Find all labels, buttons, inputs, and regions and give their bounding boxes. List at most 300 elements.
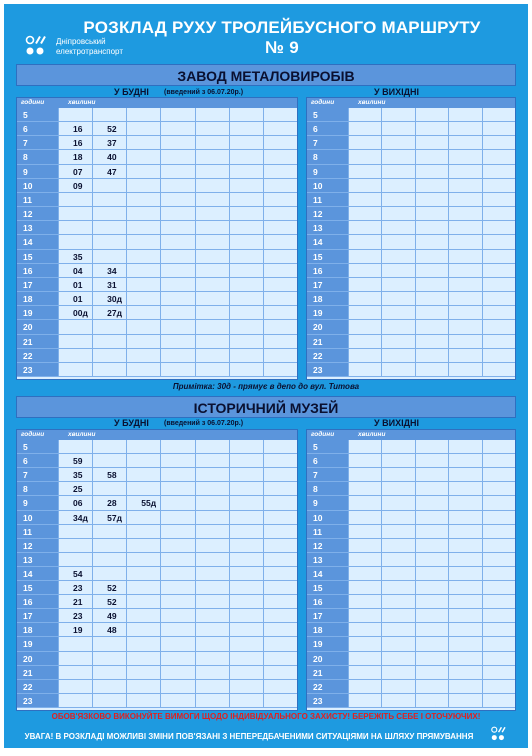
table-row: [17, 108, 297, 122]
minute-cell: [448, 553, 481, 567]
minute-cell: [448, 235, 481, 249]
minute-cell: [448, 440, 481, 454]
table-row: [307, 539, 515, 553]
minute-cell: [92, 637, 126, 651]
hours-header: години: [311, 431, 335, 438]
hour-cell: 12: [307, 539, 348, 553]
minute-cell: [126, 136, 160, 150]
hour-cell: 6: [17, 122, 58, 136]
table-row: [307, 264, 515, 278]
minute-cell: [160, 482, 194, 496]
minute-cell: [482, 165, 515, 179]
minute-cell: 07: [58, 165, 92, 179]
minute-cell: [195, 207, 229, 221]
minute-cell: [160, 539, 194, 553]
minute-cell: [415, 108, 448, 122]
minute-cell: [126, 292, 160, 306]
minute-cell: [263, 165, 297, 179]
table-row: [17, 567, 297, 581]
minute-cell: [348, 193, 381, 207]
minute-cell: [448, 652, 481, 666]
minute-cell: [482, 150, 515, 164]
minute-cell: [229, 595, 263, 609]
hour-cell: 14: [17, 567, 58, 581]
minute-cell: [195, 652, 229, 666]
hour-cell: 12: [17, 207, 58, 221]
table-row: [307, 363, 515, 377]
minute-cell: [381, 264, 414, 278]
table-row: [17, 122, 297, 136]
hour-cell: 20: [17, 652, 58, 666]
minute-cell: [348, 482, 381, 496]
minute-cell: 37: [92, 136, 126, 150]
table-row: [17, 335, 297, 349]
minute-cell: [229, 694, 263, 708]
minute-cell: [126, 539, 160, 553]
minute-cell: [58, 539, 92, 553]
hour-cell: 20: [307, 320, 348, 334]
column-header: [17, 430, 297, 440]
minute-cell: [229, 292, 263, 306]
minute-cell: [58, 440, 92, 454]
minute-cell: [448, 179, 481, 193]
hour-cell: 23: [307, 694, 348, 708]
minute-cell: 06: [58, 496, 92, 510]
minute-cell: [229, 193, 263, 207]
table-row: [17, 179, 297, 193]
table-row: [17, 221, 297, 235]
minute-cell: [229, 553, 263, 567]
minute-cell: [415, 292, 448, 306]
minute-cell: [195, 235, 229, 249]
minute-cell: [229, 666, 263, 680]
minute-cell: [482, 264, 515, 278]
minute-cell: [482, 250, 515, 264]
hour-cell: 5: [307, 440, 348, 454]
hour-cell: 20: [17, 320, 58, 334]
minute-cell: [126, 349, 160, 363]
minute-cell: [482, 553, 515, 567]
table-row: [17, 666, 297, 680]
hour-cell: 21: [307, 335, 348, 349]
minute-cell: [381, 468, 414, 482]
minute-cell: [126, 363, 160, 377]
minute-cell: [126, 179, 160, 193]
hours-header: години: [21, 99, 45, 106]
table-row: [307, 207, 515, 221]
minute-cell: [195, 136, 229, 150]
minutes-header: хвилини: [68, 99, 96, 106]
minute-cell: [126, 511, 160, 525]
minute-cell: [160, 694, 194, 708]
minute-cell: 40: [92, 150, 126, 164]
minute-cell: [448, 306, 481, 320]
minute-cell: [348, 440, 381, 454]
minute-cell: [160, 496, 194, 510]
minute-cell: [348, 136, 381, 150]
minute-cell: [92, 349, 126, 363]
minute-cell: 04: [58, 264, 92, 278]
note-1: Примітка: 30д - прямує в депо до вул. Титова: [172, 382, 360, 391]
minute-cell: [482, 440, 515, 454]
logo-text-line1: Дніпровський: [56, 37, 106, 46]
minute-cell: [263, 595, 297, 609]
minute-cell: 27д: [92, 306, 126, 320]
minute-cell: [126, 335, 160, 349]
minute-cell: [415, 694, 448, 708]
minute-cell: [229, 122, 263, 136]
minute-cell: [448, 207, 481, 221]
table-row: [307, 666, 515, 680]
minute-cell: [92, 193, 126, 207]
minute-cell: [448, 136, 481, 150]
minute-cell: [482, 623, 515, 637]
minute-cell: [263, 179, 297, 193]
table-row: [17, 539, 297, 553]
minute-cell: [448, 637, 481, 651]
minute-cell: [381, 108, 414, 122]
minute-cell: [415, 335, 448, 349]
minute-cell: [229, 235, 263, 249]
minute-cell: [92, 567, 126, 581]
minute-cell: 31: [92, 278, 126, 292]
minute-cell: [195, 221, 229, 235]
section-title-2: ІСТОРИЧНИЙ МУЗЕЙ: [16, 396, 516, 418]
minute-cell: 54: [58, 567, 92, 581]
minute-cell: [160, 250, 194, 264]
table-row: [307, 595, 515, 609]
minute-cell: [126, 122, 160, 136]
hour-cell: 15: [17, 250, 58, 264]
hour-cell: 11: [17, 193, 58, 207]
minute-cell: [126, 440, 160, 454]
weekday-label-2: У БУДНІ: [114, 418, 149, 428]
minute-cell: [58, 207, 92, 221]
minute-cell: 52: [92, 122, 126, 136]
minute-cell: [160, 264, 194, 278]
minute-cell: [229, 623, 263, 637]
hour-cell: 19: [17, 637, 58, 651]
minute-cell: 16: [58, 122, 92, 136]
table-row: [17, 553, 297, 567]
minute-cell: [381, 306, 414, 320]
minute-cell: [482, 468, 515, 482]
minute-cell: [381, 235, 414, 249]
minute-cell: [58, 221, 92, 235]
minute-cell: [126, 694, 160, 708]
minute-cell: [92, 666, 126, 680]
hour-cell: 6: [17, 454, 58, 468]
minute-cell: 00д: [58, 306, 92, 320]
hour-cell: 19: [307, 637, 348, 651]
minute-cell: [415, 363, 448, 377]
minute-cell: 01: [58, 292, 92, 306]
minute-cell: [263, 264, 297, 278]
minute-cell: [482, 539, 515, 553]
minute-cell: [160, 335, 194, 349]
minute-cell: [263, 221, 297, 235]
minute-cell: [92, 335, 126, 349]
hour-cell: 17: [307, 609, 348, 623]
minute-cell: [381, 539, 414, 553]
minute-cell: [482, 680, 515, 694]
minute-cell: [195, 666, 229, 680]
table-row: [307, 553, 515, 567]
minute-cell: [263, 136, 297, 150]
minute-cell: [195, 440, 229, 454]
minute-cell: [195, 637, 229, 651]
minute-cell: 28: [92, 496, 126, 510]
hour-cell: 19: [17, 306, 58, 320]
hour-cell: 22: [17, 349, 58, 363]
table-row: [307, 179, 515, 193]
minute-cell: [448, 122, 481, 136]
minute-cell: [381, 122, 414, 136]
hour-cell: 8: [17, 150, 58, 164]
minute-cell: [348, 122, 381, 136]
minute-cell: [482, 335, 515, 349]
minute-cell: [126, 193, 160, 207]
minute-cell: [482, 122, 515, 136]
minute-cell: [448, 349, 481, 363]
minute-cell: [415, 278, 448, 292]
minute-cell: [126, 680, 160, 694]
minute-cell: [348, 108, 381, 122]
minute-cell: [415, 179, 448, 193]
minute-cell: [126, 150, 160, 164]
minute-cell: [381, 553, 414, 567]
minute-cell: [160, 595, 194, 609]
minute-cell: [160, 680, 194, 694]
minute-cell: [381, 652, 414, 666]
table-row: [307, 637, 515, 651]
minute-cell: [482, 193, 515, 207]
table-row: [17, 320, 297, 334]
hour-cell: 6: [307, 122, 348, 136]
minute-cell: 47: [92, 165, 126, 179]
minute-cell: [126, 250, 160, 264]
minute-cell: [126, 306, 160, 320]
minute-cell: [58, 652, 92, 666]
table-row: [17, 278, 297, 292]
hour-cell: 6: [307, 454, 348, 468]
timetable-page: [4, 4, 528, 748]
table-row: [307, 306, 515, 320]
table-row: [307, 165, 515, 179]
minute-cell: [263, 306, 297, 320]
minute-cell: [263, 292, 297, 306]
minute-cell: [126, 482, 160, 496]
minute-cell: [448, 278, 481, 292]
page-title: РОЗКЛАД РУХУ ТРОЛЕЙБУСНОГО МАРШРУТУ № 9: [83, 18, 481, 57]
minute-cell: [415, 320, 448, 334]
minute-cell: [348, 496, 381, 510]
minute-cell: [482, 581, 515, 595]
minute-cell: [58, 553, 92, 567]
minute-cell: [448, 454, 481, 468]
minute-cell: 35: [58, 250, 92, 264]
hour-cell: 17: [17, 278, 58, 292]
minute-cell: [381, 179, 414, 193]
minute-cell: [448, 595, 481, 609]
hour-cell: 15: [17, 581, 58, 595]
table-row: [307, 150, 515, 164]
minute-cell: [92, 553, 126, 567]
minute-cell: [381, 221, 414, 235]
minute-cell: [448, 496, 481, 510]
minute-cell: [92, 680, 126, 694]
minute-cell: [448, 680, 481, 694]
minute-cell: [348, 250, 381, 264]
minute-cell: [348, 595, 381, 609]
minute-cell: [229, 511, 263, 525]
minute-cell: [160, 468, 194, 482]
minute-cell: [195, 165, 229, 179]
minute-cell: 48: [92, 623, 126, 637]
minute-cell: [126, 623, 160, 637]
minute-cell: [482, 306, 515, 320]
minute-cell: [92, 454, 126, 468]
minute-cell: [160, 553, 194, 567]
minute-cell: [229, 250, 263, 264]
hour-cell: 14: [17, 235, 58, 249]
minute-cell: [482, 207, 515, 221]
hour-cell: 18: [307, 292, 348, 306]
minute-cell: [195, 623, 229, 637]
minute-cell: [160, 581, 194, 595]
minute-cell: [415, 136, 448, 150]
hour-cell: 22: [307, 680, 348, 694]
minute-cell: [58, 363, 92, 377]
table-row: [17, 150, 297, 164]
minute-cell: [415, 207, 448, 221]
minute-cell: [126, 609, 160, 623]
minute-cell: [448, 666, 481, 680]
table-row: [17, 525, 297, 539]
minute-cell: [160, 278, 194, 292]
minute-cell: [58, 680, 92, 694]
minute-cell: [415, 567, 448, 581]
minute-cell: [263, 278, 297, 292]
minute-cell: [482, 235, 515, 249]
minute-cell: [482, 482, 515, 496]
minute-cell: [92, 235, 126, 249]
minute-cell: [229, 221, 263, 235]
minute-cell: [348, 539, 381, 553]
minute-cell: [348, 363, 381, 377]
table-row: [17, 637, 297, 651]
minute-cell: [263, 235, 297, 249]
minute-cell: [448, 108, 481, 122]
minute-cell: 57д: [92, 511, 126, 525]
minute-cell: [126, 221, 160, 235]
minute-cell: [195, 335, 229, 349]
minute-cell: [160, 440, 194, 454]
logo-text-line2: електротранспорт: [56, 47, 123, 56]
minute-cell: [415, 623, 448, 637]
hour-cell: 20: [307, 652, 348, 666]
minute-cell: [195, 278, 229, 292]
hour-cell: 14: [307, 567, 348, 581]
minute-cell: [415, 122, 448, 136]
table-row: [307, 567, 515, 581]
minute-cell: [160, 235, 194, 249]
table-row: [307, 454, 515, 468]
minute-cell: [482, 609, 515, 623]
minute-cell: [348, 320, 381, 334]
table-row: [17, 193, 297, 207]
minute-cell: [263, 496, 297, 510]
hour-cell: 10: [17, 511, 58, 525]
minute-cell: 58: [92, 468, 126, 482]
minute-cell: [381, 150, 414, 164]
minute-cell: [348, 292, 381, 306]
hour-cell: 22: [307, 349, 348, 363]
minute-cell: [195, 193, 229, 207]
minute-cell: [381, 136, 414, 150]
hour-cell: 11: [307, 193, 348, 207]
minute-cell: [348, 652, 381, 666]
minute-cell: [415, 539, 448, 553]
hour-cell: 12: [307, 207, 348, 221]
minute-cell: [381, 666, 414, 680]
minute-cell: [160, 511, 194, 525]
table-row: [307, 680, 515, 694]
minute-cell: [195, 150, 229, 164]
minute-cell: [229, 136, 263, 150]
minute-cell: [448, 525, 481, 539]
minute-cell: [229, 581, 263, 595]
minute-cell: [381, 567, 414, 581]
minute-cell: 49: [92, 609, 126, 623]
hours-header: години: [311, 99, 335, 106]
minute-cell: [348, 221, 381, 235]
hour-cell: 9: [307, 496, 348, 510]
minute-cell: [381, 165, 414, 179]
minute-cell: 09: [58, 179, 92, 193]
minute-cell: [415, 482, 448, 496]
minute-cell: [348, 278, 381, 292]
table-row: [307, 468, 515, 482]
table-row: [17, 440, 297, 454]
hour-cell: 23: [307, 363, 348, 377]
minute-cell: [415, 193, 448, 207]
minute-cell: [195, 496, 229, 510]
hour-cell: 9: [17, 496, 58, 510]
minute-cell: [160, 567, 194, 581]
table-row: [307, 320, 515, 334]
minute-cell: [415, 595, 448, 609]
minute-cell: [58, 335, 92, 349]
hour-cell: 8: [307, 150, 348, 164]
minute-cell: [482, 108, 515, 122]
minute-cell: [160, 320, 194, 334]
minute-cell: [263, 482, 297, 496]
minute-cell: [482, 694, 515, 708]
minute-cell: [448, 335, 481, 349]
minute-cell: [263, 652, 297, 666]
minute-cell: [92, 221, 126, 235]
minute-cell: [160, 292, 194, 306]
minute-cell: [482, 136, 515, 150]
minute-cell: [229, 482, 263, 496]
logo-icon: [24, 34, 52, 58]
minute-cell: [263, 207, 297, 221]
minute-cell: [448, 581, 481, 595]
hour-cell: 15: [307, 250, 348, 264]
minute-cell: [381, 581, 414, 595]
minute-cell: [415, 454, 448, 468]
